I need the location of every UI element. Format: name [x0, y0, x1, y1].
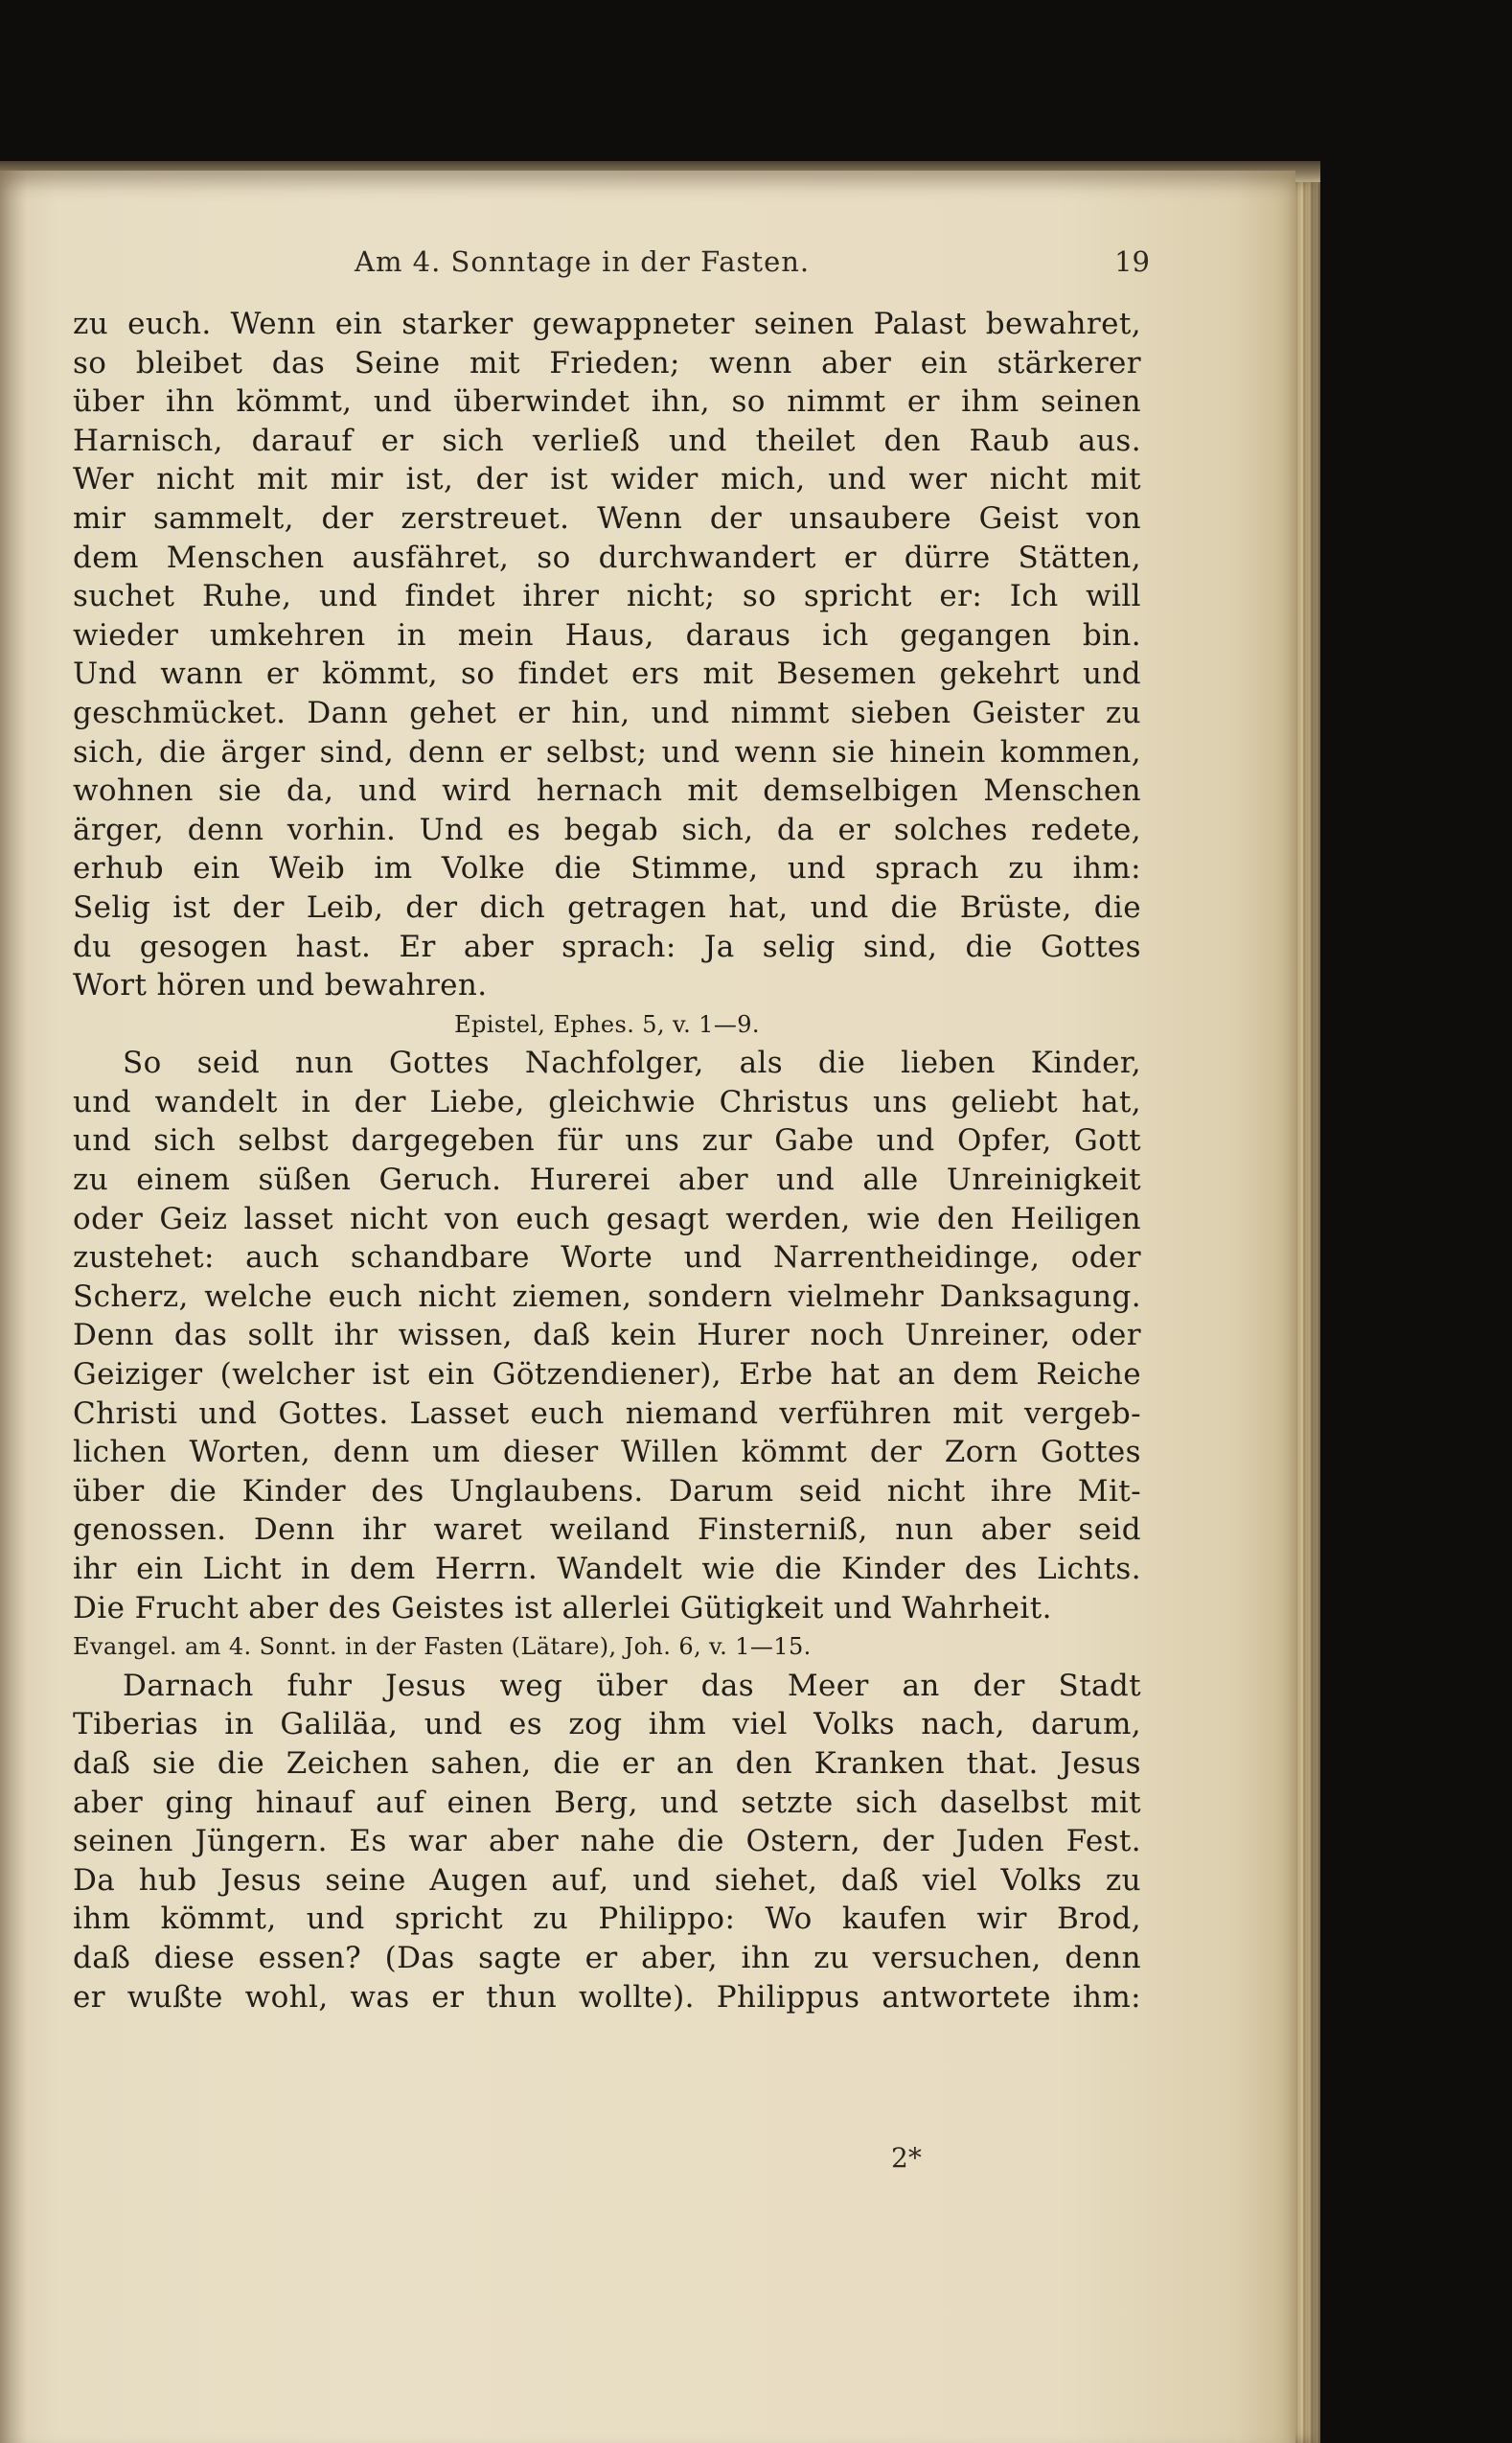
text-line: genossen. Denn ihr waret weiland Finsterniß, nun aber seid: [73, 1512, 1141, 1548]
text-line: zu einem süßen Geruch. Hurerei aber und alle Unreinigkeit: [73, 1163, 1141, 1198]
text-line: Wort hören und bewahren.: [73, 968, 488, 1003]
text-line: zu euch. Wenn ein starker gewappneter seinen Palast bewahret,: [73, 307, 1141, 341]
text-line: Und wann er kömmt, so findet ers mit Besemen gekehrt und: [73, 657, 1141, 692]
text-line: zustehet: auch schandbare Worte und Narrentheidinge, oder: [73, 1240, 1141, 1276]
text-line: Da hub Jesus seine Augen auf, und siehet, daß viel Volks zu: [73, 1862, 1141, 1898]
text-line: So seid nun Gottes Nachfolger, als die lieben Kinder,: [123, 1046, 1141, 1081]
text-line: so bleibet das Seine mit Frieden; wenn aber ein stärkerer: [73, 345, 1141, 380]
text-line: und wandelt in der Liebe, gleichwie Christus uns geliebt hat,: [73, 1084, 1141, 1119]
text-line: ihr ein Licht in dem Herrn. Wandelt wie die Kinder des Lichts.: [73, 1552, 1141, 1586]
text-line: wohnen sie da, und wird hernach mit demselbigen Menschen: [73, 773, 1141, 809]
text-line: du gesogen hast. Er aber sprach: Ja selig sind, die Gottes: [73, 929, 1141, 964]
text-line: Tiberias in Galiläa, und es zog ihm viel Volks nach, darum,: [73, 1707, 1141, 1742]
text-line: Christi und Gottes. Lasset euch niemand verführen mit vergeb-: [73, 1395, 1141, 1431]
text-line: daß sie die Zeichen sahen, die er an den Kranken that. Jesus: [73, 1745, 1141, 1781]
text-line: mir sammelt, der zerstreuet. Wenn der unsaubere Geist von: [73, 500, 1141, 536]
text-line: und sich selbst dargegeben für uns zur Gabe und Opfer, Gott: [73, 1123, 1141, 1159]
page-body: [73, 305, 1141, 2017]
text-line: daß diese essen? (Das sagte er aber, ihn zu versuchen, denn: [73, 1940, 1141, 1975]
gospel-heading: Evangel. am 4. Sonnt. in der Fasten (Lätare), Joh. 6, v. 1—15.: [73, 1633, 812, 1661]
text-line: suchet Ruhe, und findet ihrer nicht; so spricht er: Ich will: [73, 579, 1141, 614]
text-line: dem Menschen ausfähret, so durchwandert er dürre Stätten,: [73, 540, 1141, 575]
text-line: Die Frucht aber des Geistes ist allerlei Gütigkeit und Wahrheit.: [73, 1590, 1052, 1625]
text-line: über die Kinder des Unglaubens. Darum seid nicht ihre Mit-: [73, 1473, 1141, 1509]
text-line: aber ging hinauf auf einen Berg, und setzte sich daselbst mit: [73, 1785, 1141, 1820]
text-line: lichen Worten, denn um dieser Willen kömmt der Zorn Gottes: [73, 1435, 1141, 1470]
running-head: Am 4. Sonntage in der Fasten.: [355, 245, 811, 278]
page-number: 19: [1114, 245, 1150, 278]
text-line: Selig ist der Leib, der dich getragen hat, und die Brüste, die: [73, 889, 1141, 925]
text-line: Harnisch, darauf er sich verließ und theilet den Raub aus.: [73, 423, 1141, 458]
page-header: [38, 240, 1150, 286]
text-line: oder Geiz lasset nicht von euch gesagt werden, wie den Heiligen: [73, 1201, 1141, 1236]
text-line: Geiziger (welcher ist ein Götzendiener), Erbe hat an dem Reiche: [73, 1357, 1141, 1393]
text-line: geschmücket. Dann gehet er hin, und nimmt sieben Geister zu: [73, 695, 1141, 730]
text-line: wieder umkehren in mein Haus, daraus ich gegangen bin.: [73, 617, 1141, 653]
text-line: Scherz, welche euch nicht ziemen, sondern vielmehr Danksagung.: [73, 1279, 1141, 1314]
text-line: erhub ein Weib im Volke die Stimme, und sprach zu ihm:: [73, 851, 1141, 887]
text-line: Wer nicht mit mir ist, der ist wider mich, und wer nicht mit: [73, 462, 1141, 497]
epistle-heading: Epistel, Ephes. 5, v. 1—9.: [454, 1010, 760, 1038]
signature-mark: 2*: [891, 2142, 922, 2174]
text-line: ärger, denn vorhin. Und es begab sich, da er solches redete,: [73, 812, 1141, 847]
text-line: er wußte wohl, was er thun wollte). Philippus antwortete ihm:: [73, 1979, 1141, 2015]
text-line: Darnach fuhr Jesus weg über das Meer an der Stadt: [123, 1668, 1141, 1703]
text-line: Denn das sollt ihr wissen, daß kein Hurer noch Unreiner, oder: [73, 1318, 1141, 1353]
text-line: über ihn kömmt, und überwindet ihn, so nimmt er ihm seinen: [73, 384, 1141, 420]
text-line: sich, die ärger sind, denn er selbst; und wenn sie hinein kommen,: [73, 734, 1141, 770]
text-line: seinen Jüngern. Es war aber nahe die Ostern, der Juden Fest.: [73, 1824, 1141, 1859]
gutter-shadow: [0, 171, 27, 2443]
text-line: ihm kömmt, und spricht zu Philippo: Wo kaufen wir Brod,: [73, 1901, 1141, 1937]
